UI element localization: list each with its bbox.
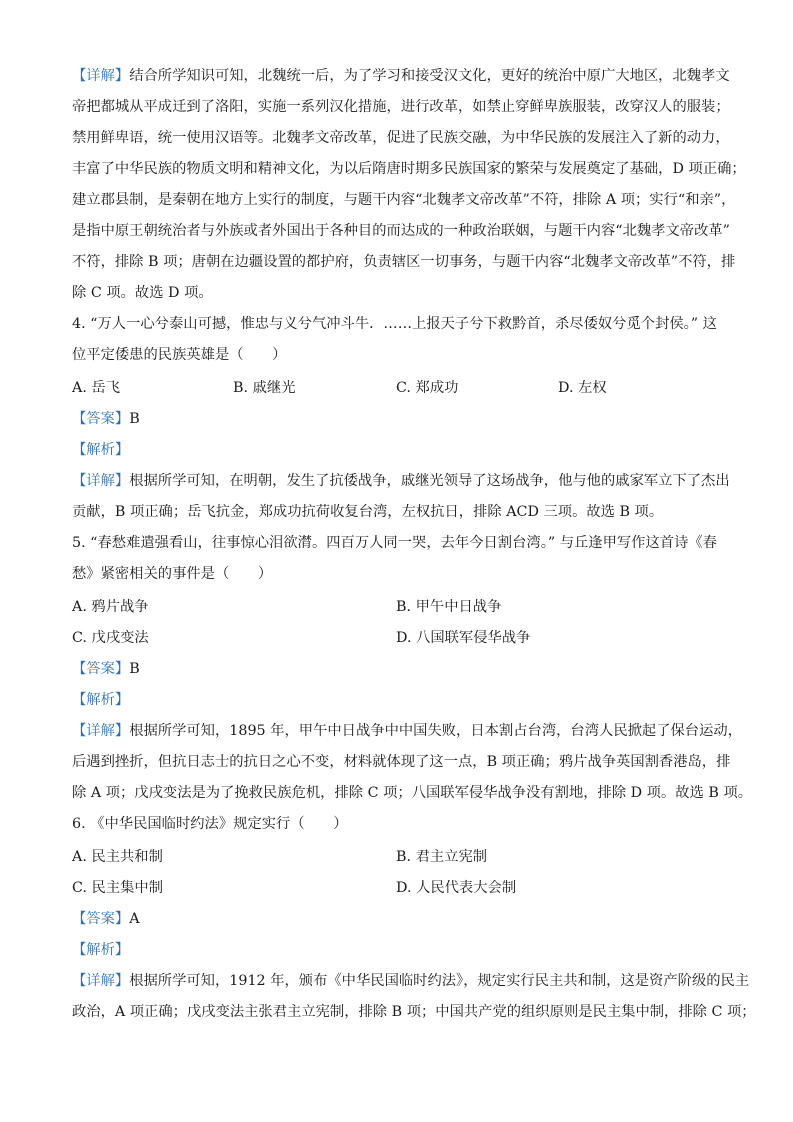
q4-stem-line-2: 位平定倭患的民族英雄是（ ） xyxy=(72,347,287,363)
q5-detail-line-3: 除 A 项；戊戌变法是为了挽救民族危机，排除 C 项；八国联军侵华战争没有割地，排除 D 项。故选 B 项。 xyxy=(72,785,753,801)
q5-option-b: B. 甲午中日战争 xyxy=(396,599,502,615)
q4-stem-line-1: 4. “万人一心兮泰山可撼，惟忠与义兮气冲斗牛．……上报天子兮下救黔首，杀尽倭奴兮觅个封侯。” 这 xyxy=(72,316,717,332)
answer-tag: 【答案】 xyxy=(72,411,130,427)
q4-analysis xyxy=(72,440,722,460)
q3-detail-line-5: 建立郡县制，是秦朝在地方上实行的制度，与题干内容“北魏孝文帝改革”不符，排除 A 项；实行“和亲”， xyxy=(72,192,736,208)
q3-detail-line-4: 丰富了中华民族的物质文明和精神文化，为以后隋唐时期多民族国家的繁荣与发展奠定了基础，D 项正确； xyxy=(72,161,746,177)
detail-tag: 【详解】 xyxy=(72,68,130,84)
q5-answer xyxy=(72,659,722,679)
q5-detail-line-2: 后遇到挫折，但抗日志士的抗日之心不变，材料就体现了这一点，B 项正确；鸦片战争英国割香港岛，排 xyxy=(72,754,731,770)
answer-tag: 【答案】 xyxy=(72,661,130,677)
q6-option-d: D. 人民代表大会制 xyxy=(396,880,517,896)
q6-option-a: A. 民主共和制 xyxy=(72,849,163,865)
q5-option-a: A. 鸦片战争 xyxy=(72,599,149,615)
q6-stem-line-1: 6. 《中华民国临时约法》规定实行（ ） xyxy=(72,816,348,832)
q5-option-c: C. 戊戌变法 xyxy=(72,630,149,646)
q4-option-c: C. 郑成功 xyxy=(396,380,459,396)
q6-option-c: C. 民主集中制 xyxy=(72,880,164,896)
detail-tag: 【详解】 xyxy=(72,723,130,739)
q4-option-b: B. 戚继光 xyxy=(233,380,296,396)
q5-answer-value: B xyxy=(129,661,140,677)
q6-option-b: B. 君主立宪制 xyxy=(396,849,488,865)
q4-detail-line-2: 贡献，B 项正确；岳飞抗金，郑成功抗荷收复台湾，左权抗日，排除 ACD 三项。故选 B 项。 xyxy=(72,504,664,520)
q4-option-d: D. 左权 xyxy=(558,380,607,396)
detail-tag: 【详解】 xyxy=(72,473,130,489)
q4-answer xyxy=(72,409,722,429)
analysis-tag: 【解析】 xyxy=(72,442,130,458)
q3-detail-line-6: 是指中原王朝统治者与外族或者外国出于各种目的而达成的一种政治联姻，与题干内容“北魏孝文帝改革” xyxy=(72,223,730,239)
q3-detail-line-3: 禁用鲜卑语，统一使用汉语等。北魏孝文帝改革，促进了民族交融，为中华民族的发展注入了新的动力， xyxy=(72,130,730,146)
q3-detail-line-2: 帝把都城从平成迁到了洛阳，实施一系列汉化措施，进行改革，如禁止穿鲜卑族服装，改穿汉人的服装； xyxy=(72,99,730,115)
q5-stem-line-2: 愁》紧密相关的事件是（ ） xyxy=(72,566,273,582)
q6-detail-line-2: 政治，A 项正确；戊戌变法主张君主立宪制，排除 B 项；中国共产党的组织原则是民主集中制，排除 C 项； xyxy=(72,1004,756,1020)
answer-tag: 【答案】 xyxy=(72,911,130,927)
q5-analysis xyxy=(72,690,722,710)
q6-answer-value: A xyxy=(129,911,140,927)
q6-answer xyxy=(72,909,722,929)
q5-detail-line-1: 【详解】根据所学可知，1895 年，甲午中日战争中中国失败，日本割占台湾，台湾人民掀起了保台运动， xyxy=(72,723,742,739)
q6-detail-line-1: 【详解】根据所学可知，1912 年，颁布《中华民国临时约法》，规定实行民主共和制，这是资产阶级的民主 xyxy=(72,973,750,989)
q4-option-a: A. 岳飞 xyxy=(72,380,121,396)
q3-detail-line-8: 除 C 项。故选 D 项。 xyxy=(72,285,213,301)
analysis-tag: 【解析】 xyxy=(72,692,130,708)
q3-detail-line-1: 【详解】结合所学知识可知，北魏统一后，为了学习和接受汉文化，更好的统治中原广大地区，北魏孝文 xyxy=(72,68,730,84)
q6-analysis xyxy=(72,940,722,960)
q3-detail-line-7: 不符，排除 B 项；唐朝在边疆设置的都护府，负责辖区一切事务，与题干内容“北魏孝文帝改革”不符，排 xyxy=(72,254,736,270)
analysis-tag: 【解析】 xyxy=(72,942,130,958)
q5-stem-line-1: 5. “春愁难遣强看山，往事惊心泪欲潸。四百万人同一哭，去年今日割台湾。” 与丘逢甲写作这首诗《春 xyxy=(72,535,717,551)
detail-tag: 【详解】 xyxy=(72,973,130,989)
q4-answer-value: B xyxy=(129,411,140,427)
q5-option-d: D. 八国联军侵华战争 xyxy=(396,630,531,646)
q4-detail-line-1: 【详解】根据所学可知，在明朝，发生了抗倭战争，戚继光领导了这场战争，他与他的戚家军立下了杰出 xyxy=(72,473,730,489)
